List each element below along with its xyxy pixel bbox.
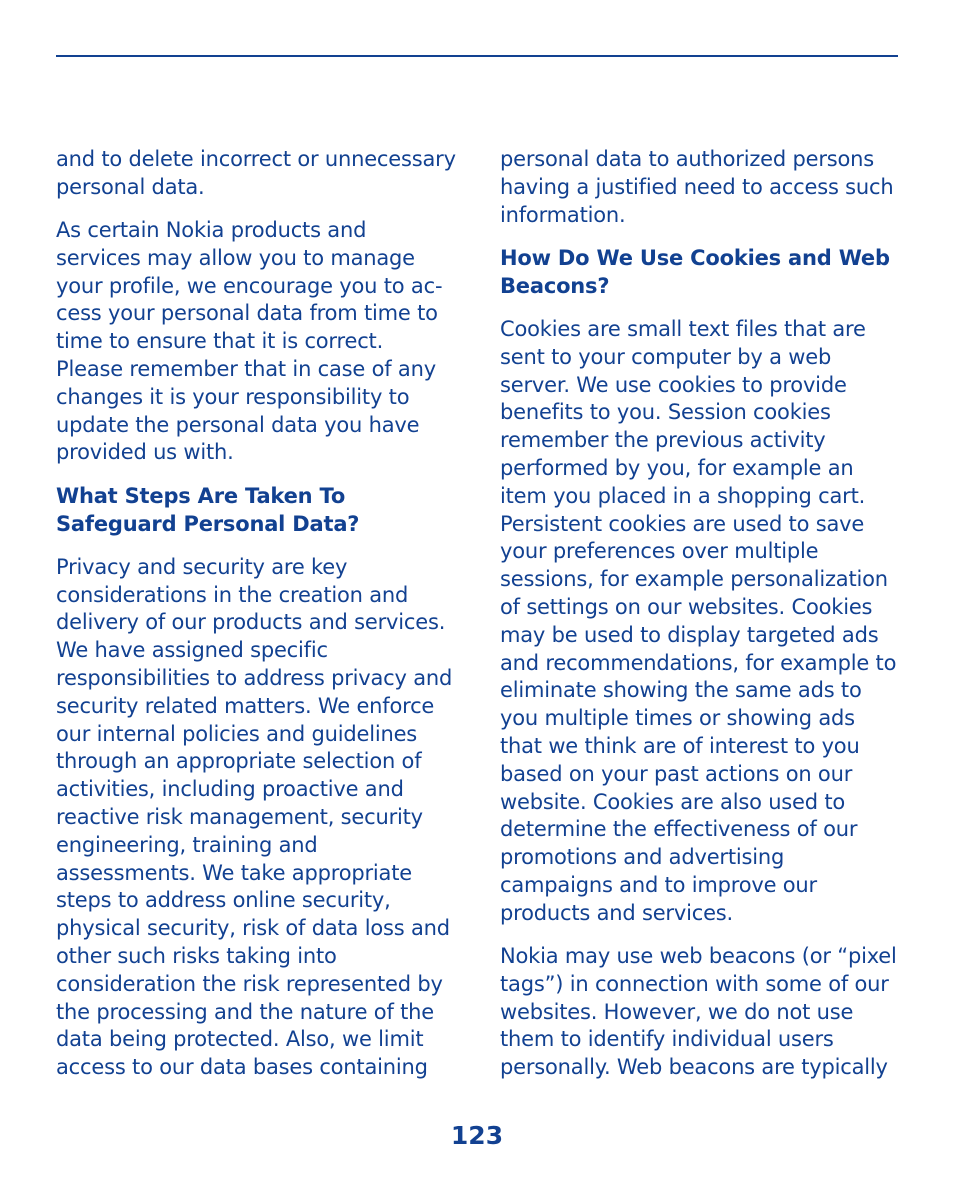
paragraph-manage-profile: As certain Nokia products and services may allow you to manage your profile, we encourage you to access your personal data from time to time to ensure that it is correct. Please remember that in case of any changes it is your responsibility to update the personal data you have provided us with. xyxy=(56,218,443,465)
left-column xyxy=(56,146,456,1098)
paragraph-cookies: Cookies are small text files that are sent to your computer by a web server. We use cookies to provide benefits to you. Session cookies remember the previous activity performed by you, for example an item you placed in a shopping cart. Persistent cookies are used to save your preferences over multiple sessions, for example personalization of settings on our websites. Cookies may be used to display targeted ads and recommendations, for example to eliminate showing the same ads to you multiple times or showing ads that we think are of interest to you based on your past actions on our website. Cookies are also used to determine the effectiveness of our promotions and advertising campaigns and to improve our products and services. xyxy=(500,316,897,925)
right-column xyxy=(500,146,900,1098)
paragraph-delete-data: and to delete incorrect or unnecessary personal data. xyxy=(56,147,456,199)
page-number: 123 xyxy=(450,1121,504,1150)
paragraph-authorized-persons: personal data to authorized persons having a justified need to access such information. xyxy=(500,147,894,227)
header-rule xyxy=(56,55,898,57)
paragraph-web-beacons: Nokia may use web beacons (or “pixel tags”) in connection with some of our websites. However, we do not use them to identify individual users personally. Web beacons are typically xyxy=(500,944,897,1080)
heading-cookies-beacons: How Do We Use Cookies and Web Beacons? xyxy=(500,245,890,298)
paragraph-privacy-security: Privacy and security are key considerations in the creation and delivery of our products and services. We have assigned specific responsibilities to address privacy and security related matters. We enforce our internal policies and guidelines through an appropriate selection of activities, including proactive and reactive risk management, security engineering, training and assessments. We take appropriate steps to address online security, physical security, risk of data loss and other such risks taking into consideration the risk represented by the processing and the nature of the data being protected. Also, we limit access to our data bases containing xyxy=(56,554,453,1080)
heading-safeguard-data: What Steps Are Taken To Safeguard Personal Data? xyxy=(56,483,360,536)
